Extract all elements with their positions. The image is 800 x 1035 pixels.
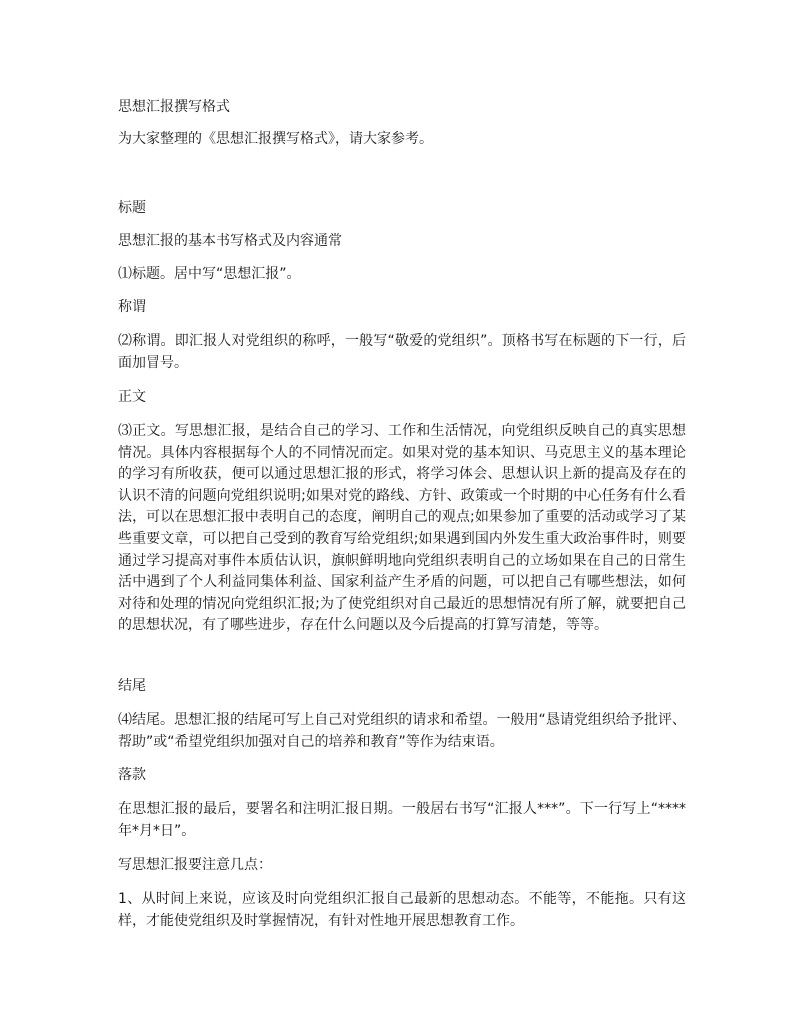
document-title: 思想汇报撰写格式 xyxy=(118,99,230,115)
heading-title: 标题 xyxy=(118,200,146,216)
heading-salutation: 称谓 xyxy=(118,299,146,315)
item-salutation-paragraph: ⑵称谓。即汇报人对党组织的称呼，一般写“敬爱的党组织”。顶格书写在标题的下一行，后面加冒号。 xyxy=(118,333,686,371)
item-title-paragraph: ⑴标题。居中写“思想汇报”。 xyxy=(118,266,301,282)
item-ending-paragraph: ⑷结尾。思想汇报的结尾可写上自己对党组织的请求和希望。一般用“恳请党组织给予批评、帮助”或“希望党组织加强对自己的培养和教育”等作为结束语。 xyxy=(118,712,686,750)
heading-signature: 落款 xyxy=(118,767,146,783)
notes-heading: 写思想汇报要注意几点： xyxy=(118,857,272,873)
item-signature-paragraph: 在思想汇报的最后，要署名和注明汇报日期。一般居右书写“汇报人***”。下一行写上“****年*月*日”。 xyxy=(118,801,686,839)
note-1-paragraph: 1、从时间上来说，应该及时向党组织汇报自己最新的思想动态。不能等，不能拖。只有这样，才能使党组织及时掌握情况，有针对性地开展思想教育工作。 xyxy=(118,891,686,929)
heading-body: 正文 xyxy=(118,389,146,405)
format-description: 思想汇报的基本书写格式及内容通常 xyxy=(118,233,342,249)
heading-ending: 结尾 xyxy=(118,678,146,694)
item-body-paragraph: ⑶正文。写思想汇报，是结合自己的学习、工作和生活情况，向党组织反映自己的真实思想情况。具体内容根据每个人的不同情况而定。如果对党的基本知识、马克思主义的基本理论的学习有所收获，便可以通过思想汇报的形式，将学习体会、思想认识上新的提高及存在的认识不清的问题向党组织说明;如果对党的路线、方针、政策或一个时期的中心任务有什么看法，可以在思想汇报中表明自己的态度，阐明自己的观点;如果参加了重要的活动或学习了某些重要文章，可以把自己受到的教育写给党组织;如果遇到国内外发生重大政治事件时，则要通过学习提高对事件本质估认识，旗帜鲜明地向党组织表明自己的立场如果在自己的日常生活中遇到了个人利益同集体利益、国家利益产生矛盾的问题，可以把自己有哪些想法，如何对待和处理的情况向党组织汇报;为了使党组织对自己最近的思想情况有所了解，就要把自己的思想状况，有了哪些进步，存在什么问题以及今后提高的打算写清楚，等等。 xyxy=(118,423,686,634)
intro-text: 为大家整理的《思想汇报撰写格式》，请大家参考。 xyxy=(118,131,433,147)
